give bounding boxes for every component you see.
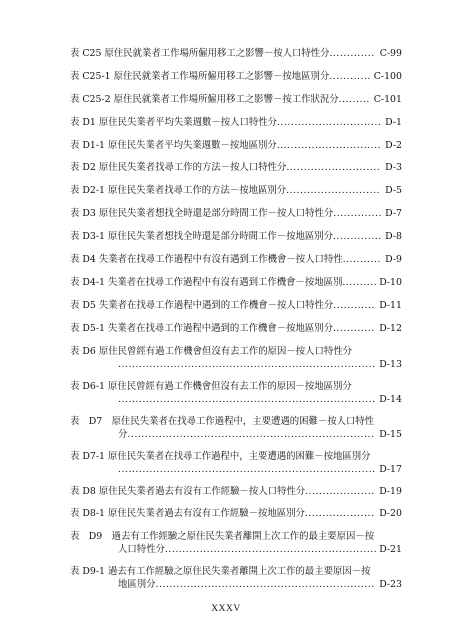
toc-entry-title: 表 D7-1 原住民失業者在找尋工作過程中，主要遭遇的困難－按地區別分 <box>70 450 371 462</box>
toc-entry-page: D-1 <box>385 116 402 128</box>
dot-leader: ............................................................. <box>164 544 378 556</box>
dot-leader: ............ <box>333 299 375 311</box>
dot-leader: .............................. <box>276 116 382 128</box>
toc-entry-page: D-20 <box>379 508 402 520</box>
toc-entry[interactable] <box>70 450 402 485</box>
toc-entry[interactable] <box>70 507 402 530</box>
toc-entry-page: D-13 <box>379 358 402 370</box>
toc-entry-continuation: 地區別分............................................................... <box>118 579 375 591</box>
toc-entry[interactable] <box>70 253 402 276</box>
toc-entry[interactable] <box>70 276 402 299</box>
toc-entry-page: D-5 <box>385 185 402 197</box>
toc-entry-title: 表 D7 原住民失業者在找尋工作過程中，主要遭遇的困難－按人口特性 <box>70 415 375 427</box>
toc-entry-title: 表 C25 原住民就業者工作場所僱用移工之影響－按人口特性分............. <box>70 48 375 59</box>
dot-leader: .............................. <box>276 139 382 151</box>
toc-entry-continuation <box>70 463 402 476</box>
toc-entry[interactable] <box>70 299 402 322</box>
toc-entry-title: 表 D6 原住民曾經有過工作機會但沒有去工作的原因－按人口特性分 <box>70 345 352 357</box>
toc-entry-page: D-2 <box>385 139 402 151</box>
toc-entry[interactable] <box>70 161 402 184</box>
toc-entry-page: D-23 <box>379 579 402 591</box>
toc-entry-title: 表 C25-1 原住民就業者工作場所僱用移工之影響－按地區別分............ <box>70 70 371 82</box>
toc-entry[interactable] <box>70 207 402 230</box>
table-of-contents <box>70 47 402 600</box>
dot-leader: ......... <box>338 93 370 105</box>
toc-entry[interactable] <box>70 93 402 116</box>
toc-entry-title: 表 C25-2 原住民就業者工作場所僱用移工之影響－按工作狀況分......... <box>70 93 370 105</box>
toc-entry[interactable] <box>70 530 402 565</box>
dot-leader: ............ <box>329 70 371 82</box>
toc-entry-title: 表 D8 原住民失業者過去有沒有工作經驗－按人口特性分.................... <box>70 485 375 497</box>
toc-entry[interactable] <box>70 565 402 600</box>
toc-entry-title: 表 D4 失業者在找尋工作過程中有沒有遇到工作機會－按人口特性........... <box>70 254 381 266</box>
toc-entry[interactable] <box>70 47 402 70</box>
toc-entry-title: 表 D1-1 原住民失業者平均失業週數－按地區別分.............................. <box>70 139 382 151</box>
toc-entry-title: 表 D4-1 失業者在找尋工作過程中有沒有遇到工作機會－按地區別.......... <box>70 276 378 288</box>
dot-leader: ........................... <box>286 162 381 174</box>
dot-leader: .................... <box>304 508 375 520</box>
toc-entry[interactable] <box>70 485 402 508</box>
dot-leader: .......................................................................... <box>118 393 376 405</box>
toc-entry[interactable] <box>70 322 402 345</box>
toc-entry[interactable] <box>70 345 402 380</box>
toc-entry[interactable] <box>70 70 402 93</box>
toc-entry-title: 表 D2-1 原住民失業者找尋工作的方法－按地區別分........................... <box>70 185 381 197</box>
toc-entry-title: 表 D5 失業者在找尋工作過程中遇到的工作機會－按人口特性分............ <box>70 299 375 311</box>
toc-entry-page: D-21 <box>379 544 402 556</box>
dot-leader: .......................................................................... <box>118 358 376 370</box>
toc-entry-title: 表 D8-1 原住民失業者過去有沒有工作經驗－按地區別分.................... <box>70 508 375 520</box>
toc-entry-page: D-19 <box>379 485 402 497</box>
dot-leader: ............................................................... <box>155 579 375 591</box>
toc-entry-title: 表 D9-1 過去有工作經驗之原住民失業者離開上次工作的最主要原因－按 <box>70 566 371 578</box>
toc-entry-title: 表 D2 原住民失業者找尋工作的方法－按人口特性分........................... <box>70 162 381 174</box>
toc-entry-page: C-101 <box>373 93 402 105</box>
dot-leader: ........... <box>342 254 381 266</box>
page-number-footer: XXXV <box>211 604 241 614</box>
toc-entry-continuation: 人口特性分............................................................. <box>118 544 378 556</box>
toc-entry-continuation: 分....................................................................... <box>118 428 375 440</box>
toc-entry-title: 表 D5-1 失業者在找尋工作過程中遇到的工作機會－按地區別分............ <box>70 322 375 334</box>
dot-leader: .......................................................................... <box>118 463 376 475</box>
toc-entry-page: D-9 <box>385 254 402 266</box>
toc-entry[interactable] <box>70 184 402 207</box>
toc-entry-page: C-100 <box>373 70 402 82</box>
toc-entry-page: D-15 <box>379 428 402 440</box>
toc-entry[interactable] <box>70 116 402 139</box>
dot-leader: ........................... <box>286 185 381 197</box>
dot-leader: .................... <box>305 485 375 497</box>
toc-entry[interactable] <box>70 415 402 450</box>
dot-leader: ............. <box>329 48 375 59</box>
toc-entry[interactable] <box>70 139 402 162</box>
dot-leader: ....................................................................... <box>127 428 375 440</box>
toc-entry-page: D-7 <box>385 208 402 220</box>
toc-entry-title: 表 D3-1 原住民失業者想找全時還是部分時間工作－按地區別分.............. <box>70 231 382 243</box>
toc-entry[interactable] <box>70 230 402 253</box>
toc-entry-page: D-14 <box>379 393 402 405</box>
toc-entry-title: 表 D3 原住民失業者想找全時還是部分時間工作－按人口特性分.............. <box>70 208 382 220</box>
toc-entry-title: 表 D1 原住民失業者平均失業週數－按人口特性分.............................. <box>70 116 382 128</box>
toc-entry-page: D-10 <box>379 276 402 288</box>
toc-entry-title: 表 D9 過去有工作經驗之原住民失業者離開上次工作的最主要原因－按 <box>70 531 375 543</box>
toc-entry-continuation <box>70 358 402 371</box>
toc-entry-continuation <box>70 393 402 406</box>
toc-entry-page: D-17 <box>379 463 402 475</box>
toc-entry-page: D-3 <box>385 162 402 174</box>
dot-leader: ............ <box>332 322 375 334</box>
toc-entry[interactable] <box>70 380 402 415</box>
toc-entry-title: 表 D6-1 原住民曾經有過工作機會但沒有去工作的原因－按地區別分 <box>70 380 352 392</box>
toc-entry-page: D-12 <box>379 322 402 334</box>
toc-entry-page: D-11 <box>379 299 402 311</box>
dot-leader: .............. <box>332 231 382 243</box>
dot-leader: .......... <box>342 276 378 288</box>
dot-leader: .............. <box>333 208 382 220</box>
toc-entry-page: D-8 <box>385 231 402 243</box>
toc-entry-page: C-99 <box>379 48 402 59</box>
